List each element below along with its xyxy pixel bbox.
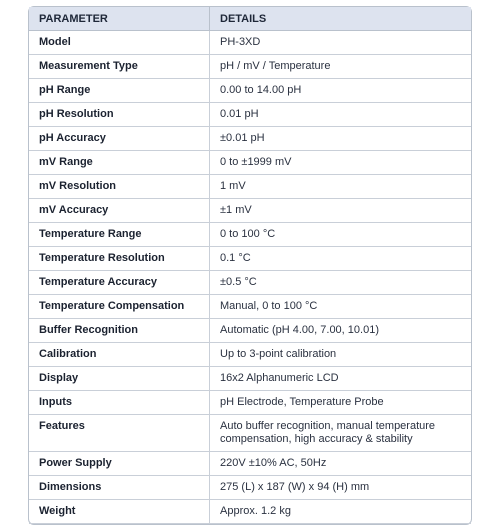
table-row [29, 127, 471, 151]
details-cell: 220V ±10% AC, 50Hz [210, 452, 471, 476]
table-row [29, 31, 471, 55]
parameter-cell: pH Range [29, 79, 210, 103]
details-cell: Up to 3-point calibration [210, 343, 471, 367]
table-body [29, 31, 471, 524]
parameter-cell: pH Resolution [29, 103, 210, 127]
column-header-parameter: PARAMETER [29, 7, 210, 31]
table-header [29, 7, 471, 31]
parameter-cell: mV Range [29, 151, 210, 175]
details-cell: ±0.01 pH [210, 127, 471, 151]
table-row [29, 151, 471, 175]
details-cell: pH Electrode, Temperature Probe [210, 391, 471, 415]
table-row [29, 199, 471, 223]
table-row [29, 343, 471, 367]
table-row [29, 79, 471, 103]
table-row [29, 476, 471, 500]
table-row [29, 223, 471, 247]
details-cell: ±1 mV [210, 199, 471, 223]
parameter-cell: Calibration [29, 343, 210, 367]
parameter-cell: Temperature Accuracy [29, 271, 210, 295]
table-row [29, 103, 471, 127]
details-cell: 0.01 pH [210, 103, 471, 127]
parameter-cell: Features [29, 415, 210, 452]
table-row [29, 319, 471, 343]
details-cell: 0.1 °C [210, 247, 471, 271]
header-row [29, 7, 471, 31]
parameter-cell: Temperature Compensation [29, 295, 210, 319]
details-cell: Manual, 0 to 100 °C [210, 295, 471, 319]
parameter-cell: Display [29, 367, 210, 391]
parameter-cell: Weight [29, 500, 210, 524]
details-cell: 1 mV [210, 175, 471, 199]
parameter-cell: mV Resolution [29, 175, 210, 199]
table-row [29, 271, 471, 295]
details-cell: Auto buffer recognition, manual temperature compensation, high accuracy & stability [210, 415, 471, 452]
table-row [29, 452, 471, 476]
table-row [29, 295, 471, 319]
details-cell: Automatic (pH 4.00, 7.00, 10.01) [210, 319, 471, 343]
details-cell: PH-3XD [210, 31, 471, 55]
table-row [29, 391, 471, 415]
parameter-cell: mV Accuracy [29, 199, 210, 223]
table-row [29, 500, 471, 524]
parameter-cell: Measurement Type [29, 55, 210, 79]
table-row [29, 175, 471, 199]
details-cell: Approx. 1.2 kg [210, 500, 471, 524]
table-row [29, 247, 471, 271]
column-header-details: DETAILS [210, 7, 471, 31]
parameter-cell: Model [29, 31, 210, 55]
parameter-cell: Temperature Range [29, 223, 210, 247]
details-cell: pH / mV / Temperature [210, 55, 471, 79]
table-row [29, 55, 471, 79]
specifications-table [28, 6, 472, 525]
details-cell: 16x2 Alphanumeric LCD [210, 367, 471, 391]
parameter-cell: Dimensions [29, 476, 210, 500]
parameter-cell: Buffer Recognition [29, 319, 210, 343]
details-cell: 0 to ±1999 mV [210, 151, 471, 175]
parameter-cell: pH Accuracy [29, 127, 210, 151]
table-row [29, 415, 471, 452]
parameter-cell: Temperature Resolution [29, 247, 210, 271]
table-row [29, 367, 471, 391]
parameter-cell: Inputs [29, 391, 210, 415]
details-cell: 0 to 100 °C [210, 223, 471, 247]
details-cell: 0.00 to 14.00 pH [210, 79, 471, 103]
details-cell: ±0.5 °C [210, 271, 471, 295]
details-cell: 275 (L) x 187 (W) x 94 (H) mm [210, 476, 471, 500]
parameter-cell: Power Supply [29, 452, 210, 476]
